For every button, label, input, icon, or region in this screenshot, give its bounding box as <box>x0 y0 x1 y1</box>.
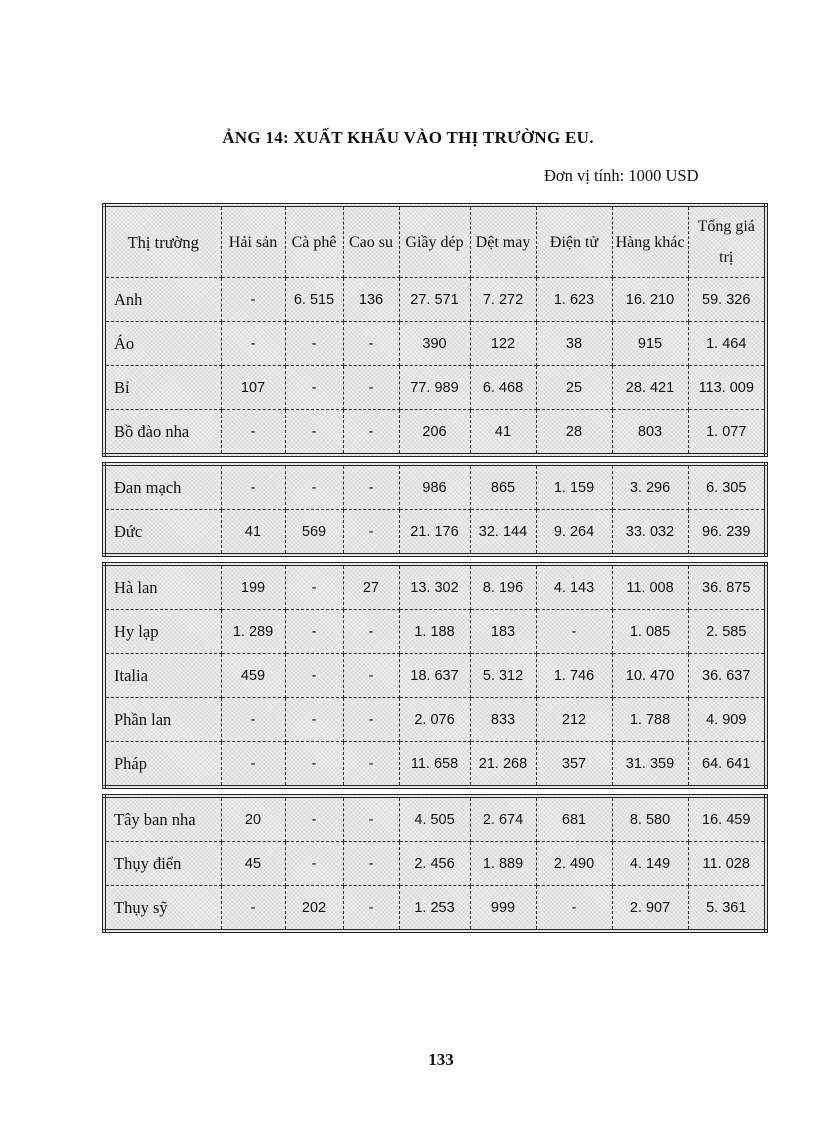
value-cell: - <box>343 698 399 742</box>
value-cell: 41 <box>221 510 285 556</box>
value-cell: 2. 585 <box>688 610 766 654</box>
value-cell: 1. 623 <box>536 278 612 322</box>
value-cell: 1. 788 <box>612 698 688 742</box>
column-header: Hải sản <box>221 205 285 278</box>
value-cell: - <box>343 796 399 842</box>
value-cell: 569 <box>285 510 343 556</box>
value-cell: 16. 210 <box>612 278 688 322</box>
table-row <box>104 886 766 932</box>
value-cell: 107 <box>221 366 285 410</box>
value-cell: 21. 176 <box>399 510 470 556</box>
unit-note: Đơn vị tính: 1000 USD <box>544 166 699 185</box>
value-cell: 7. 272 <box>470 278 536 322</box>
value-cell: 390 <box>399 322 470 366</box>
market-name-cell: Đức <box>104 510 221 556</box>
table-row <box>104 564 766 610</box>
table-row <box>104 610 766 654</box>
value-cell: 459 <box>221 654 285 698</box>
market-name-cell: Thụy sỹ <box>104 886 221 932</box>
value-cell: 2. 674 <box>470 796 536 842</box>
value-cell: 4. 143 <box>536 564 612 610</box>
market-name-cell: Hà lan <box>104 564 221 610</box>
market-name-cell: Thụy điển <box>104 842 221 886</box>
column-header: Dệt may <box>470 205 536 278</box>
value-cell: 38 <box>536 322 612 366</box>
table-row <box>104 366 766 410</box>
value-cell: 77. 989 <box>399 366 470 410</box>
value-cell: - <box>285 698 343 742</box>
value-cell: 18. 637 <box>399 654 470 698</box>
value-cell: 16. 459 <box>688 796 766 842</box>
value-cell: 27. 571 <box>399 278 470 322</box>
value-cell: 9. 264 <box>536 510 612 556</box>
value-cell: 212 <box>536 698 612 742</box>
value-cell: 1. 746 <box>536 654 612 698</box>
value-cell: 59. 326 <box>688 278 766 322</box>
value-cell: - <box>221 410 285 456</box>
export-table <box>102 203 764 933</box>
market-name-cell: Phần lan <box>104 698 221 742</box>
value-cell: 2. 490 <box>536 842 612 886</box>
table-block <box>102 203 768 457</box>
value-cell: 1. 077 <box>706 423 747 440</box>
value-cell: - <box>285 842 343 886</box>
value-cell: 1. 253 <box>399 886 470 932</box>
table-row <box>104 654 766 698</box>
table-row <box>104 510 766 556</box>
value-cell: 41 <box>470 410 536 456</box>
value-cell: 681 <box>536 796 612 842</box>
value-cell: 1. 188 <box>399 610 470 654</box>
value-cell: 11. 658 <box>399 742 470 788</box>
column-header: Cao su <box>343 205 399 278</box>
value-cell: - <box>285 796 343 842</box>
value-cell: 915 <box>612 322 688 366</box>
value-cell: 1. 889 <box>470 842 536 886</box>
value-cell: 183 <box>470 610 536 654</box>
value-cell: 4. 909 <box>688 698 766 742</box>
value-cell: 202 <box>285 886 343 932</box>
value-cell: - <box>221 886 285 932</box>
value-cell: 136 <box>343 278 399 322</box>
value-cell: - <box>343 742 399 788</box>
table-row <box>104 698 766 742</box>
value-cell: 11. 008 <box>612 564 688 610</box>
value-cell: - <box>285 464 343 510</box>
value-cell: 13. 302 <box>399 564 470 610</box>
value-cell: - <box>221 278 285 322</box>
table-row <box>104 464 766 510</box>
table-row <box>104 796 766 842</box>
table-row <box>104 842 766 886</box>
value-cell: - <box>343 464 399 510</box>
value-cell: 31. 359 <box>612 742 688 788</box>
table-row <box>104 410 766 456</box>
value-cell: - <box>285 366 343 410</box>
value-cell: 2. 907 <box>612 886 688 932</box>
market-name-cell: Áo <box>104 322 221 366</box>
table-row <box>104 742 766 788</box>
value-cell: 1. 085 <box>612 610 688 654</box>
value-cell: 25 <box>536 366 612 410</box>
value-cell: 27 <box>343 564 399 610</box>
value-cell: - <box>343 654 399 698</box>
value-cell: 5. 312 <box>470 654 536 698</box>
value-cell: 833 <box>470 698 536 742</box>
column-header: Giầy dép <box>399 205 470 278</box>
table-block <box>102 462 768 557</box>
value-cell: 113. 009 <box>688 366 766 410</box>
value-cell: 21. 268 <box>470 742 536 788</box>
value-cell: 45 <box>221 842 285 886</box>
value-cell: - <box>285 410 343 456</box>
value-cell: - <box>221 742 285 788</box>
value-cell: 8. 196 <box>470 564 536 610</box>
value-cell: 199 <box>221 564 285 610</box>
value-cell: 1. 289 <box>221 610 285 654</box>
market-name-cell: Hy lạp <box>104 610 221 654</box>
page-number: 133 <box>428 1050 454 1069</box>
table-row <box>104 278 766 322</box>
value-cell: - <box>343 366 399 410</box>
value-cell: 1. 464 <box>688 322 766 366</box>
value-cell: 4. 505 <box>399 796 470 842</box>
value-cell: 10. 470 <box>612 654 688 698</box>
value-cell: 5. 361 <box>706 899 747 916</box>
market-name-cell: Italia <box>104 654 221 698</box>
value-cell: 2. 456 <box>399 842 470 886</box>
value-cell: - <box>285 742 343 788</box>
value-cell: 20 <box>221 796 285 842</box>
value-cell: - <box>343 842 399 886</box>
value-cell: 33. 032 <box>612 510 688 556</box>
value-cell: 36. 875 <box>688 564 766 610</box>
value-cell: - <box>285 610 343 654</box>
value-cell: 803 <box>612 410 688 456</box>
value-cell: 6. 468 <box>470 366 536 410</box>
market-name-cell: Tây ban nha <box>104 796 221 842</box>
value-cell: - <box>536 610 612 654</box>
value-cell: - <box>285 322 343 366</box>
value-cell: 3. 296 <box>612 464 688 510</box>
value-cell: - <box>343 510 399 556</box>
market-name-cell: Bồ đào nha <box>104 410 221 456</box>
value-cell: - <box>221 322 285 366</box>
column-header: Cà phê <box>285 205 343 278</box>
value-cell: 986 <box>399 464 470 510</box>
value-cell: 357 <box>536 742 612 788</box>
column-header: Điện tử <box>536 205 612 278</box>
header-row <box>104 205 766 278</box>
value-cell: - <box>536 886 612 932</box>
table-block <box>102 562 768 789</box>
column-header: Hàng khác <box>612 205 688 278</box>
value-cell: - <box>343 410 399 456</box>
value-cell: 1. 159 <box>536 464 612 510</box>
value-cell: 6. 515 <box>285 278 343 322</box>
value-cell: 8. 580 <box>612 796 688 842</box>
market-name-cell: Pháp <box>104 742 221 788</box>
market-name-cell: Anh <box>104 278 221 322</box>
document-title: ẢNG 14: XUẤT KHẨU VÀO THỊ TRƯỜNG EU. <box>222 128 594 147</box>
value-cell: - <box>343 886 399 932</box>
value-cell: 28 <box>536 410 612 456</box>
value-cell: 32. 144 <box>470 510 536 556</box>
value-cell: 4. 149 <box>612 842 688 886</box>
value-cell: - <box>343 322 399 366</box>
column-header: Tổng giá trị <box>688 205 766 278</box>
value-cell: - <box>221 698 285 742</box>
table-row <box>104 322 766 366</box>
value-cell: - <box>221 464 285 510</box>
value-cell: 28. 421 <box>612 366 688 410</box>
value-cell: 206 <box>399 410 470 456</box>
value-cell: 865 <box>470 464 536 510</box>
value-cell: 2. 076 <box>399 698 470 742</box>
value-cell: 64. 641 <box>702 755 751 772</box>
value-cell: - <box>285 564 343 610</box>
value-cell: - <box>285 654 343 698</box>
value-cell: 36. 637 <box>688 654 766 698</box>
market-name-cell: Đan mạch <box>104 464 221 510</box>
value-cell: - <box>343 610 399 654</box>
column-header: Thị trường <box>104 205 221 278</box>
table-block <box>102 794 768 933</box>
value-cell: 6. 305 <box>688 464 766 510</box>
value-cell: 122 <box>470 322 536 366</box>
value-cell: 999 <box>470 886 536 932</box>
market-name-cell: Bỉ <box>104 366 221 410</box>
value-cell: 96. 239 <box>702 523 751 540</box>
value-cell: 11. 028 <box>688 842 766 886</box>
